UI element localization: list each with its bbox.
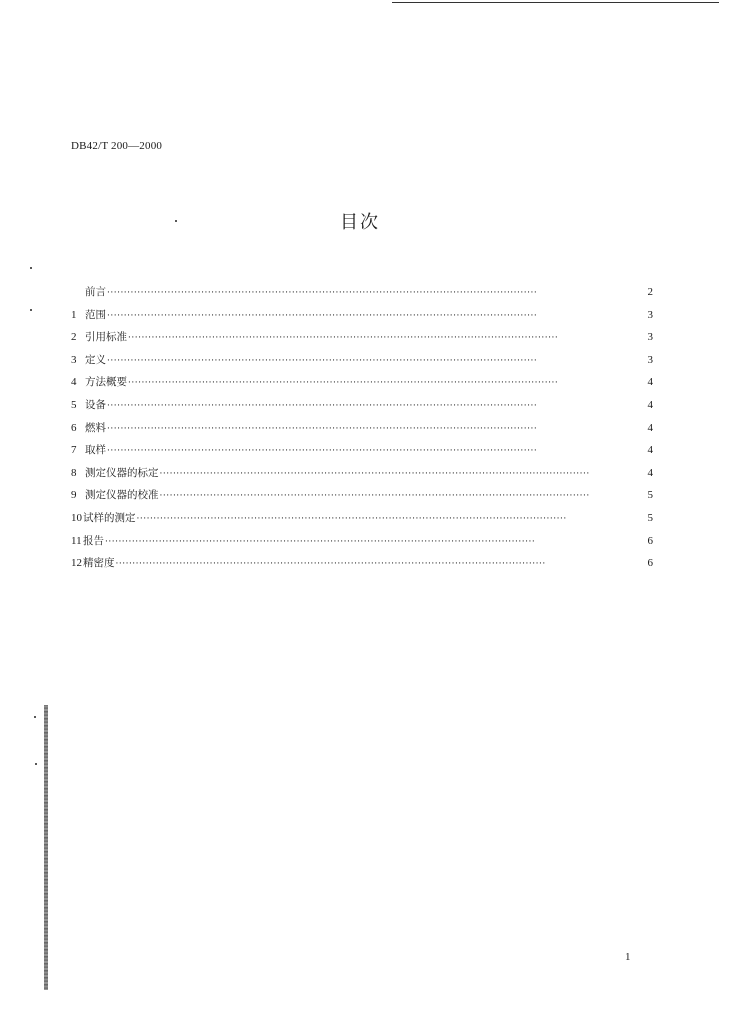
toc-entry[interactable] bbox=[71, 533, 653, 556]
toc-entry[interactable] bbox=[71, 487, 653, 510]
toc-leader bbox=[128, 375, 647, 391]
toc-entry-number: 9 bbox=[71, 489, 77, 502]
toc-entry-page: 4 bbox=[647, 398, 653, 411]
toc-entry-page: 5 bbox=[647, 511, 653, 524]
toc-leader bbox=[107, 353, 647, 369]
toc-entry-page: 4 bbox=[647, 421, 653, 434]
toc-leader bbox=[128, 330, 647, 346]
toc-leader bbox=[137, 511, 647, 527]
toc-leader bbox=[116, 556, 647, 572]
toc-entry-page: 4 bbox=[647, 376, 653, 389]
toc-leader bbox=[107, 398, 647, 414]
scan-speck bbox=[34, 716, 36, 718]
toc-entry-number: 3 bbox=[71, 353, 77, 366]
toc-leader bbox=[107, 308, 647, 324]
toc-entry-page: 3 bbox=[647, 308, 653, 321]
toc-entry-label: 前言 bbox=[85, 286, 106, 298]
toc-entry-label: 试样的测定 bbox=[83, 511, 136, 524]
toc-entry-page: 2 bbox=[647, 286, 653, 298]
toc-entry[interactable] bbox=[71, 284, 653, 307]
toc-entry-label: 方法概要 bbox=[85, 376, 127, 389]
toc-leader bbox=[107, 443, 647, 459]
toc-leader bbox=[160, 466, 647, 482]
toc-entry-number: 12 bbox=[71, 557, 82, 570]
scan-speck bbox=[30, 309, 32, 311]
toc-entry-label: 燃料 bbox=[85, 421, 106, 434]
toc-leader bbox=[107, 421, 647, 437]
toc-entry-number: 4 bbox=[71, 376, 77, 389]
standard-number: DB42/T 200—2000 bbox=[71, 140, 163, 152]
toc-entry[interactable] bbox=[71, 442, 653, 465]
toc-entry-label: 引用标准 bbox=[85, 331, 127, 344]
toc-entry-number: 1 bbox=[71, 308, 77, 321]
scan-speck bbox=[30, 267, 32, 269]
toc-entry[interactable] bbox=[71, 397, 653, 420]
toc-entry[interactable] bbox=[71, 555, 653, 578]
toc-entry[interactable] bbox=[71, 352, 653, 375]
toc-entry-page: 5 bbox=[647, 489, 653, 502]
toc-entry-number: 5 bbox=[71, 398, 77, 411]
toc-entry-label: 取样 bbox=[85, 444, 106, 457]
toc-entry-label: 测定仪器的校准 bbox=[85, 489, 159, 502]
scan-speck bbox=[175, 220, 177, 222]
toc-entry-number: 8 bbox=[71, 466, 77, 479]
toc-entry-page: 4 bbox=[647, 444, 653, 457]
toc-entry-label: 范围 bbox=[85, 308, 106, 321]
toc-entry[interactable] bbox=[71, 374, 653, 397]
toc-leader bbox=[160, 488, 647, 504]
toc-entry-number: 2 bbox=[71, 331, 77, 344]
toc-entry-label: 设备 bbox=[85, 398, 106, 411]
toc-entry-page: 3 bbox=[647, 331, 653, 344]
toc-entry[interactable] bbox=[71, 510, 653, 533]
toc-entry-label: 定义 bbox=[85, 353, 106, 366]
toc-entry-number: 6 bbox=[71, 421, 77, 434]
toc-leader bbox=[105, 534, 647, 550]
toc-entry-page: 6 bbox=[647, 534, 653, 547]
toc-entry[interactable] bbox=[71, 329, 653, 352]
toc-entry-label: 测定仪器的标定 bbox=[85, 466, 159, 479]
scan-speck bbox=[35, 763, 37, 765]
toc-leader bbox=[107, 285, 647, 301]
toc-entry-number: 7 bbox=[71, 444, 77, 457]
toc-entry-page: 3 bbox=[647, 353, 653, 366]
toc-entry-label: 报告 bbox=[83, 534, 104, 547]
toc-entry-label: 精密度 bbox=[83, 557, 115, 570]
toc-entry[interactable] bbox=[71, 307, 653, 330]
toc-entry-number: 11 bbox=[71, 534, 82, 547]
toc-entry-page: 4 bbox=[647, 466, 653, 479]
toc-entry-page: 6 bbox=[647, 557, 653, 570]
page-title: 目次 bbox=[340, 212, 380, 233]
scan-binding-edge bbox=[44, 705, 48, 990]
toc-entry[interactable] bbox=[71, 420, 653, 443]
toc-entry-number: 10 bbox=[71, 511, 82, 524]
table-of-contents bbox=[71, 284, 653, 578]
top-rule bbox=[392, 2, 719, 3]
toc-entry[interactable] bbox=[71, 465, 653, 488]
page-number: 1 bbox=[625, 951, 631, 963]
